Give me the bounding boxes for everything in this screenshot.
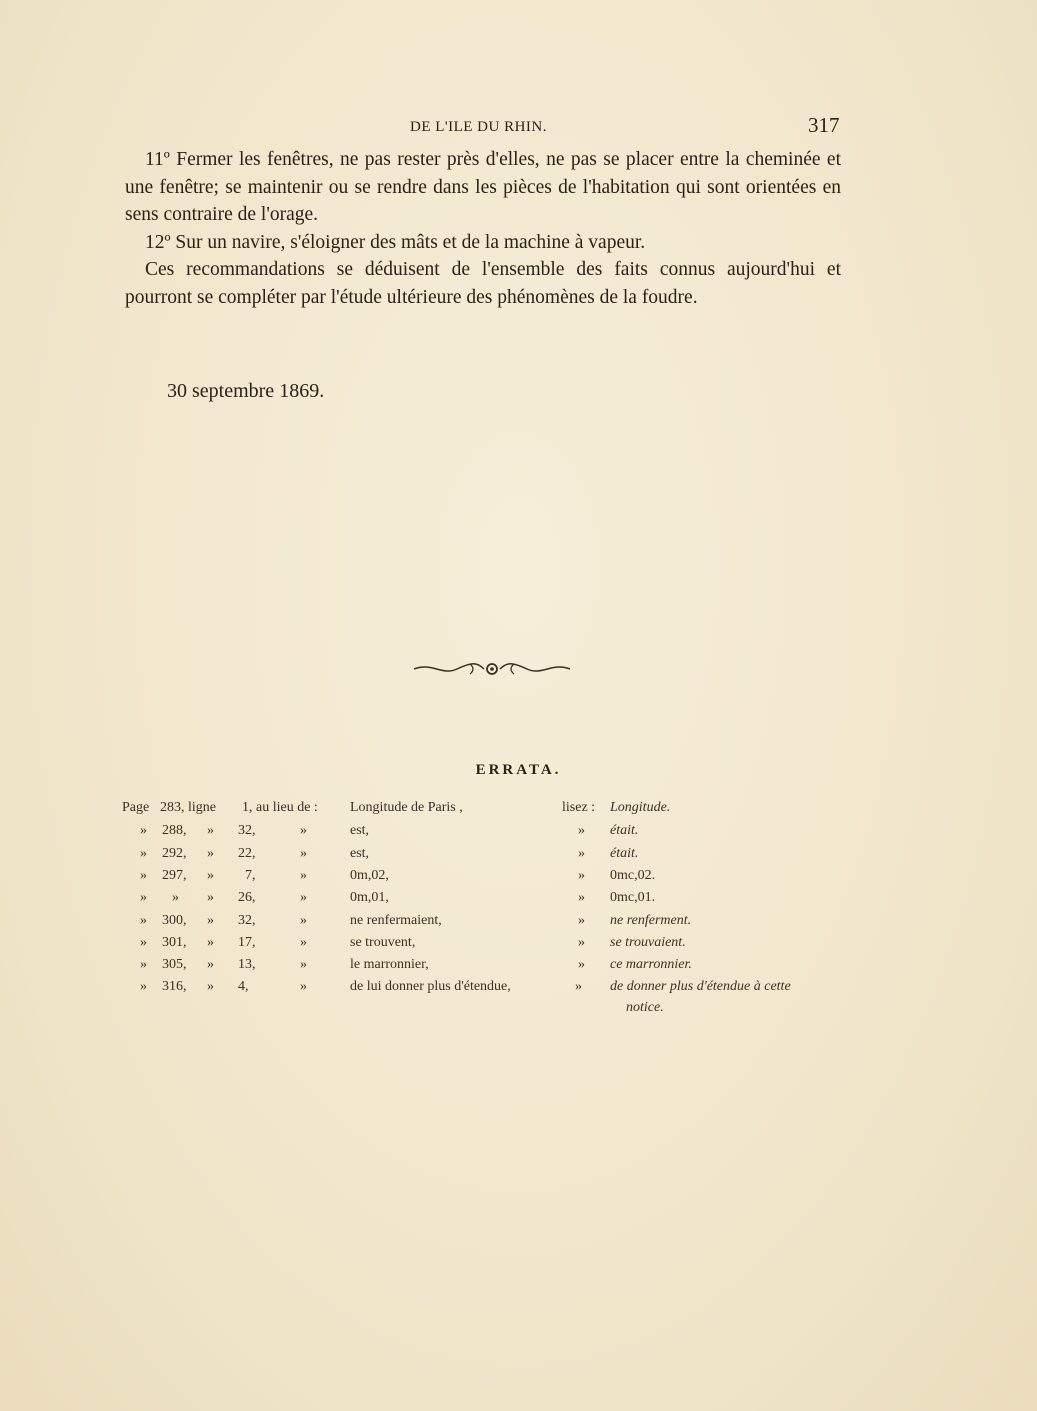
errata-row	[0, 800, 1037, 820]
body-text	[125, 146, 841, 311]
errata-ditto: »	[300, 846, 307, 861]
errata-row-continuation	[0, 1000, 1037, 1020]
errata-row	[0, 846, 1037, 866]
errata-ditto: »	[300, 979, 307, 994]
errata-page: 288,	[162, 823, 187, 838]
errata-right: se trouvaient.	[610, 935, 686, 950]
errata-prefix: »	[140, 913, 147, 928]
errata-ditto: »	[207, 846, 214, 861]
errata-wrong: est,	[350, 846, 370, 861]
errata-ditto: »	[207, 890, 214, 905]
errata-prefix: Page	[122, 800, 150, 815]
errata-line: 26,	[238, 890, 256, 905]
errata-ditto: »	[207, 913, 214, 928]
errata-wrong: ne renfermaient,	[350, 913, 442, 928]
errata-page: 301,	[162, 935, 187, 950]
errata-page: 316,	[162, 979, 187, 994]
errata-wrong: de lui donner plus d'étendue,	[350, 979, 511, 994]
errata-ditto: »	[207, 979, 214, 994]
errata-ditto: »	[207, 868, 214, 883]
errata-line: 13,	[238, 957, 256, 972]
errata-wrong: 0m,02,	[350, 868, 389, 883]
errata-prefix: »	[140, 957, 147, 972]
errata-right: était.	[610, 846, 639, 861]
errata-wrong: se trouvent,	[350, 935, 416, 950]
errata-right: ce marronnier.	[610, 957, 692, 972]
errata-lisez: »	[578, 957, 585, 972]
errata-page: 283, ligne	[160, 800, 216, 815]
errata-ditto: »	[207, 935, 214, 950]
ornament-divider	[412, 658, 572, 680]
errata-page: »	[172, 890, 179, 905]
errata-row	[0, 913, 1037, 933]
errata-lisez: »	[578, 913, 585, 928]
errata-lisez: »	[578, 868, 585, 883]
errata-ditto: »	[207, 823, 214, 838]
errata-lisez: »	[578, 823, 585, 838]
errata-right: Longitude.	[610, 800, 671, 815]
date-line: 30 septembre 1869.	[167, 380, 325, 402]
errata-prefix: »	[140, 979, 147, 994]
errata-right: 0mc,02.	[610, 868, 656, 883]
errata-line: 4,	[238, 979, 249, 994]
errata-row	[0, 935, 1037, 955]
errata-row	[0, 890, 1037, 910]
errata-row	[0, 868, 1037, 888]
errata-row	[0, 957, 1037, 977]
errata-lisez: »	[578, 890, 585, 905]
errata-ditto: »	[300, 957, 307, 972]
errata-ditto: »	[207, 957, 214, 972]
errata-wrong: est,	[350, 823, 370, 838]
errata-prefix: »	[140, 935, 147, 950]
errata-lisez: lisez :	[562, 800, 596, 815]
errata-line: 1, au lieu de :	[242, 800, 318, 815]
paragraph-12: 12º Sur un navire, s'éloigner des mâts et de la machine à vapeur.	[145, 231, 646, 253]
running-head	[0, 113, 1037, 143]
errata-ditto: »	[300, 868, 307, 883]
paragraph-conclusion: Ces recommandations se déduisent de l'ensemble des faits connus aujourd'hui et pourront se compléter par l'étude ultérieure des phénomènes de la foudre.	[125, 259, 841, 308]
errata-lisez: »	[578, 935, 585, 950]
errata-page: 297,	[162, 868, 187, 883]
errata-lisez: »	[578, 846, 585, 861]
errata-row	[0, 823, 1037, 843]
errata-prefix: »	[140, 846, 147, 861]
errata-line: 7,	[245, 868, 256, 883]
errata-title: ERRATA.	[475, 762, 562, 778]
errata-line: 32,	[238, 913, 256, 928]
errata-right: de donner plus d'étendue à cette	[610, 979, 791, 994]
errata-ditto: »	[300, 913, 307, 928]
running-head-title: DE L'ILE DU RHIN.	[410, 119, 548, 135]
page-number: 317	[808, 113, 840, 137]
errata-prefix: »	[140, 868, 147, 883]
paragraph-11: 11º Fermer les fenêtres, ne pas rester près d'elles, ne pas se placer entre la cheminée et une fenêtre; se maintenir ou se rendre dans les pièces de l'habitation qui sont orientées en sens contraire de l'orage.	[125, 149, 841, 225]
errata-line: 32,	[238, 823, 256, 838]
errata-right: était.	[610, 823, 639, 838]
errata-prefix: »	[140, 823, 147, 838]
errata-wrong: le marronnier,	[350, 957, 429, 972]
errata-page: 292,	[162, 846, 187, 861]
errata-wrong: Longitude de Paris ,	[350, 800, 463, 815]
errata-line: 17,	[238, 935, 256, 950]
errata-prefix: »	[140, 890, 147, 905]
errata-wrong: 0m,01,	[350, 890, 389, 905]
errata-row	[0, 979, 1037, 999]
errata-page: 300,	[162, 913, 187, 928]
errata-page: 305,	[162, 957, 187, 972]
errata-right: ne renferment.	[610, 913, 692, 928]
errata-right: notice.	[626, 1000, 664, 1015]
errata-ditto: »	[300, 823, 307, 838]
errata-line: 22,	[238, 846, 256, 861]
errata-right: 0mc,01.	[610, 890, 656, 905]
errata-ditto: »	[300, 935, 307, 950]
errata-lisez: »	[575, 979, 582, 994]
errata-ditto: »	[300, 890, 307, 905]
